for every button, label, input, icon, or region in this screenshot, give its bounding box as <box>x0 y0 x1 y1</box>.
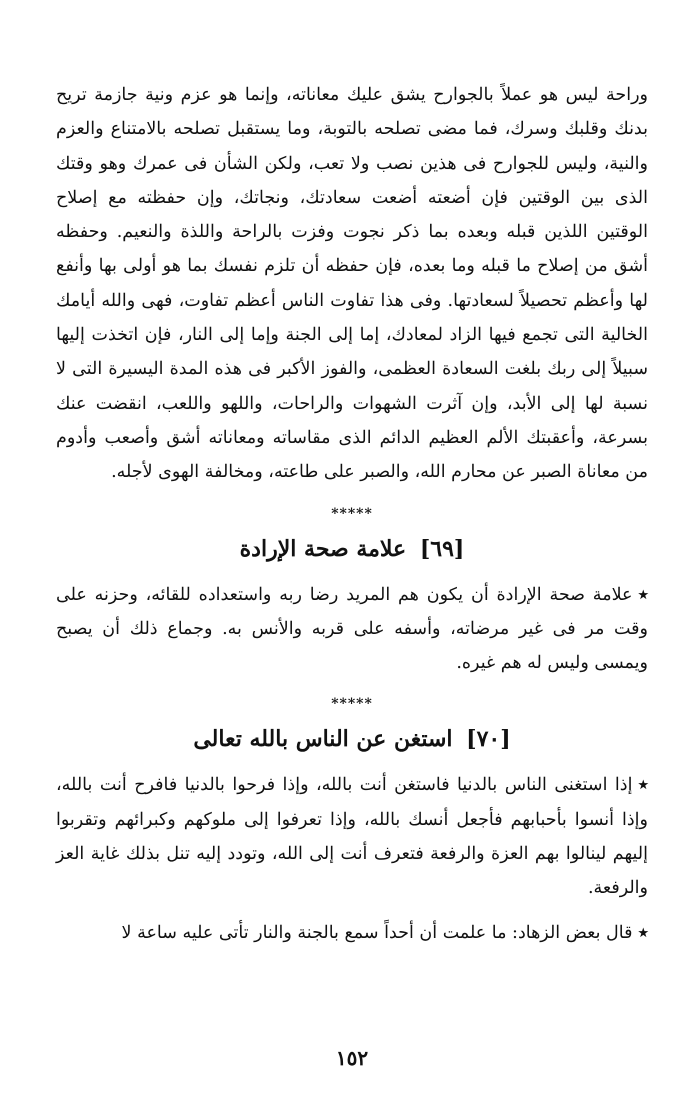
section-70-paragraph: ٭ إذا استغنى الناس بالدنيا فاستغن أنت بالله، وإذا فرحوا بالدنيا فافرح أنت بالله، وإذا أنسوا بأحبابهم فأجعل أنسك بالله، وإذا تعرفوا إلى ملوكهم وكبرائهم وتقربوا إليهم لينالوا بهم العزة والرفعة فتعرف أنت إلى الله، وتودد إليه تنل بذلك غاية العز والرفعة. <box>56 768 648 905</box>
section-number: [٦٩] <box>419 535 465 562</box>
section-title: استغن عن الناس بالله تعالى <box>193 726 453 753</box>
section-title: علامة صحة الإرادة <box>239 535 407 562</box>
page-number: ١٥٢ <box>335 1046 369 1070</box>
section-heading-69 <box>56 530 648 568</box>
section-number: [٧٠] <box>466 726 511 753</box>
book-page <box>56 78 648 1078</box>
section-70-paragraph-2: ٭ قال بعض الزهاد: ما علمت أن أحداً سمع بالجنة والنار تأتى عليه ساعة لا <box>56 916 648 950</box>
section-separator: ***** <box>331 696 373 713</box>
section-heading-70 <box>56 720 648 758</box>
body-paragraph: وراحة ليس هو عملاً بالجوارح يشق عليك معاناته، وإنما هو عزم ونية جازمة تريح بدنك وقلبك وسرك، فما مضى تصلحه بالتوبة، وما يستقبل تصلحه بالامتناع والعزم والنية، وليس للجوارح فى هذين نصب ولا تعب، ولكن الشأن فى عمرك وهو وقتك الذى بين الوقتين فإن أضعته أضعت سعادتك، ونجاتك، وإن حفظته مع إصلاح الوقتين اللذين قبله وبعده بما ذكر نجوت وفزت بالراحة واللذة والنعيم. وحفظه أشق من إصلاح ما قبله وما بعده، فإن حفظه أن تلزم نفسك بما هو أولى بها وأنفع لها وأعظم تحصيلاً لسعادتها. وفى هذا تفاوت الناس أعظم تفاوت، فهى والله أيامك الخالية التى تجمع فيها الزاد لمعادك، إما إلى الجنة وإما إلى النار، فإن اتخذت إليها سبيلاً إلى ربك بلغت السعادة العظمى، والفوز الأكبر فى هذه المدة اليسيرة التى لا نسبة لها إلى الأبد، وإن آثرت الشهوات والراحات، واللهو واللعب، انقضت عنك بسرعة، وأعقبتك الألم العظيم الدائم الذى مقاساته ومعاناته أشق وأصعب وأدوم من معاناة الصبر عن محارم الله، والصبر على طاعته، ومخالفة الهوى لأجله. <box>56 85 648 483</box>
section-69-paragraph: ٭ علامة صحة الإرادة أن يكون هم المريد رضا ربه واستعداده للقائه، وحزنه على وقت مر فى غير مرضاته، وأسفه على قربه والأنس به. وجماع ذلك أن يصبح ويمسى وليس له هم غيره. <box>56 578 648 681</box>
section-separator: ***** <box>331 505 373 522</box>
